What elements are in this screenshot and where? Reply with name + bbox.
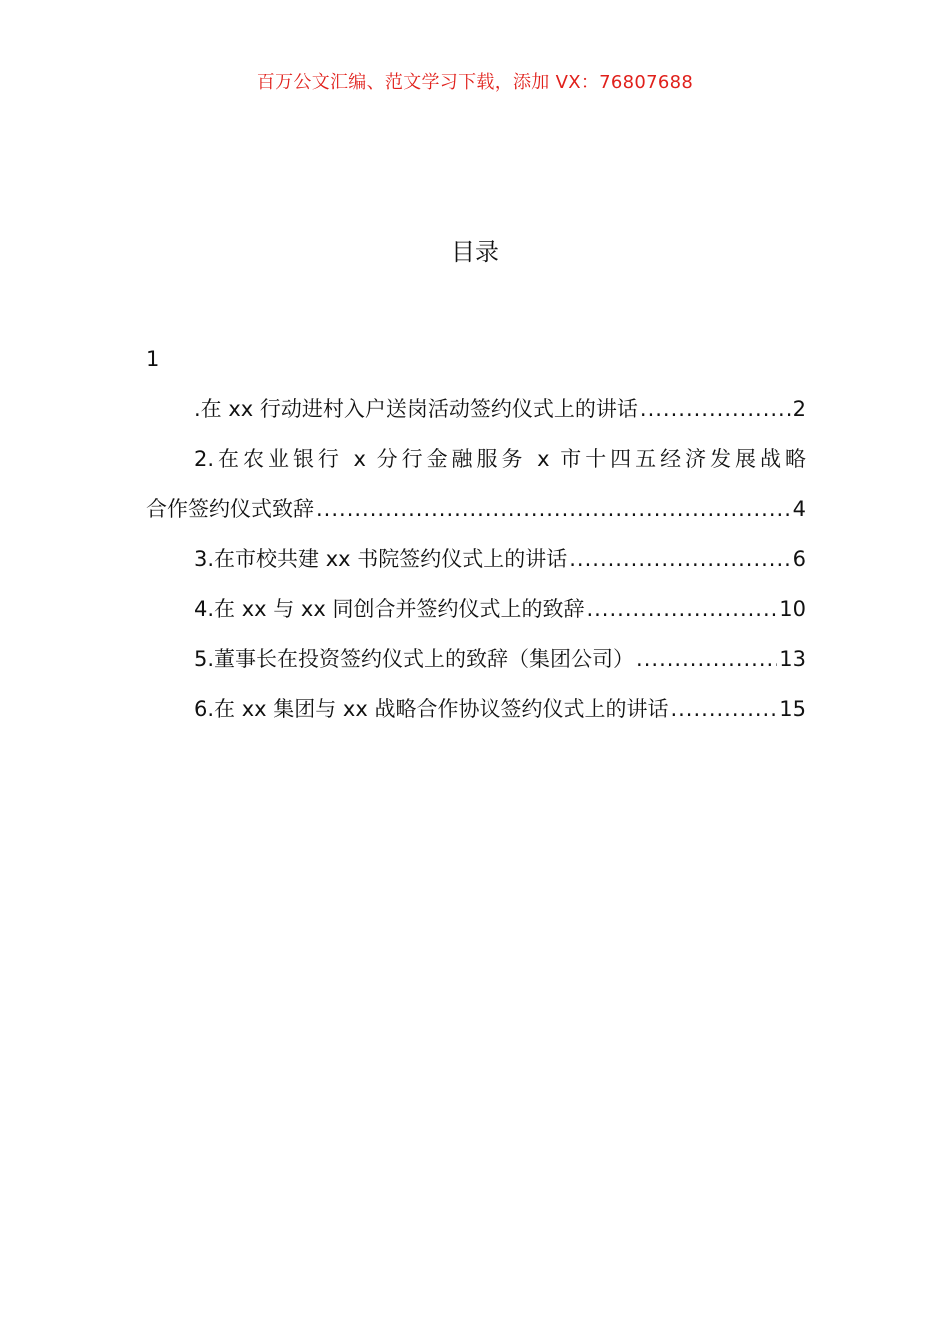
toc-leader-dots (569, 534, 790, 584)
toc-entry-page: 4 (792, 497, 806, 521)
page-title: 目录 (451, 238, 499, 266)
toc-prefix-line (146, 334, 806, 384)
toc-leader-dots (670, 684, 777, 734)
header-watermark: 百万公文汇编、范文学习下载，添加 VX：76807688 (256, 72, 694, 93)
toc-entry-2-line2[interactable] (146, 484, 806, 534)
toc-entry-label: 3.在市校共建 xx 书院签约仪式上的讲话 (194, 547, 568, 571)
table-of-contents (146, 334, 806, 734)
toc-entry-1[interactable] (146, 384, 806, 434)
toc-entry-4[interactable] (146, 584, 806, 634)
toc-leader-dots (586, 584, 777, 634)
toc-entry-page: 13 (779, 647, 806, 671)
toc-entry-label: 4.在 xx 与 xx 同创合并签约仪式上的致辞 (194, 597, 585, 621)
toc-leader-dots (640, 384, 791, 434)
toc-entry-page: 2 (792, 397, 806, 421)
toc-entry-3[interactable] (146, 534, 806, 584)
toc-prefix: 1 (146, 347, 160, 371)
toc-entry-page: 10 (779, 597, 806, 621)
toc-leader-dots (316, 484, 791, 534)
toc-entry-page: 15 (779, 697, 806, 721)
toc-entry-label: 2.在农业银行 x 分行金融服务 x 市十四五经济发展战略 (194, 447, 806, 471)
toc-entry-label-continued: 合作签约仪式致辞 (146, 497, 314, 521)
toc-entry-5[interactable] (146, 634, 806, 684)
toc-entry-label: 5.董事长在投资签约仪式上的致辞（集团公司） (194, 647, 635, 671)
toc-entry-page: 6 (792, 547, 806, 571)
toc-entry-label: 6.在 xx 集团与 xx 战略合作协议签约仪式上的讲话 (194, 697, 669, 721)
toc-entry-6[interactable] (146, 684, 806, 734)
toc-entry-label: .在 xx 行动进村入户送岗活动签约仪式上的讲话 (194, 397, 638, 421)
toc-leader-dots (636, 634, 777, 684)
toc-entry-2-line1[interactable] (146, 434, 806, 484)
